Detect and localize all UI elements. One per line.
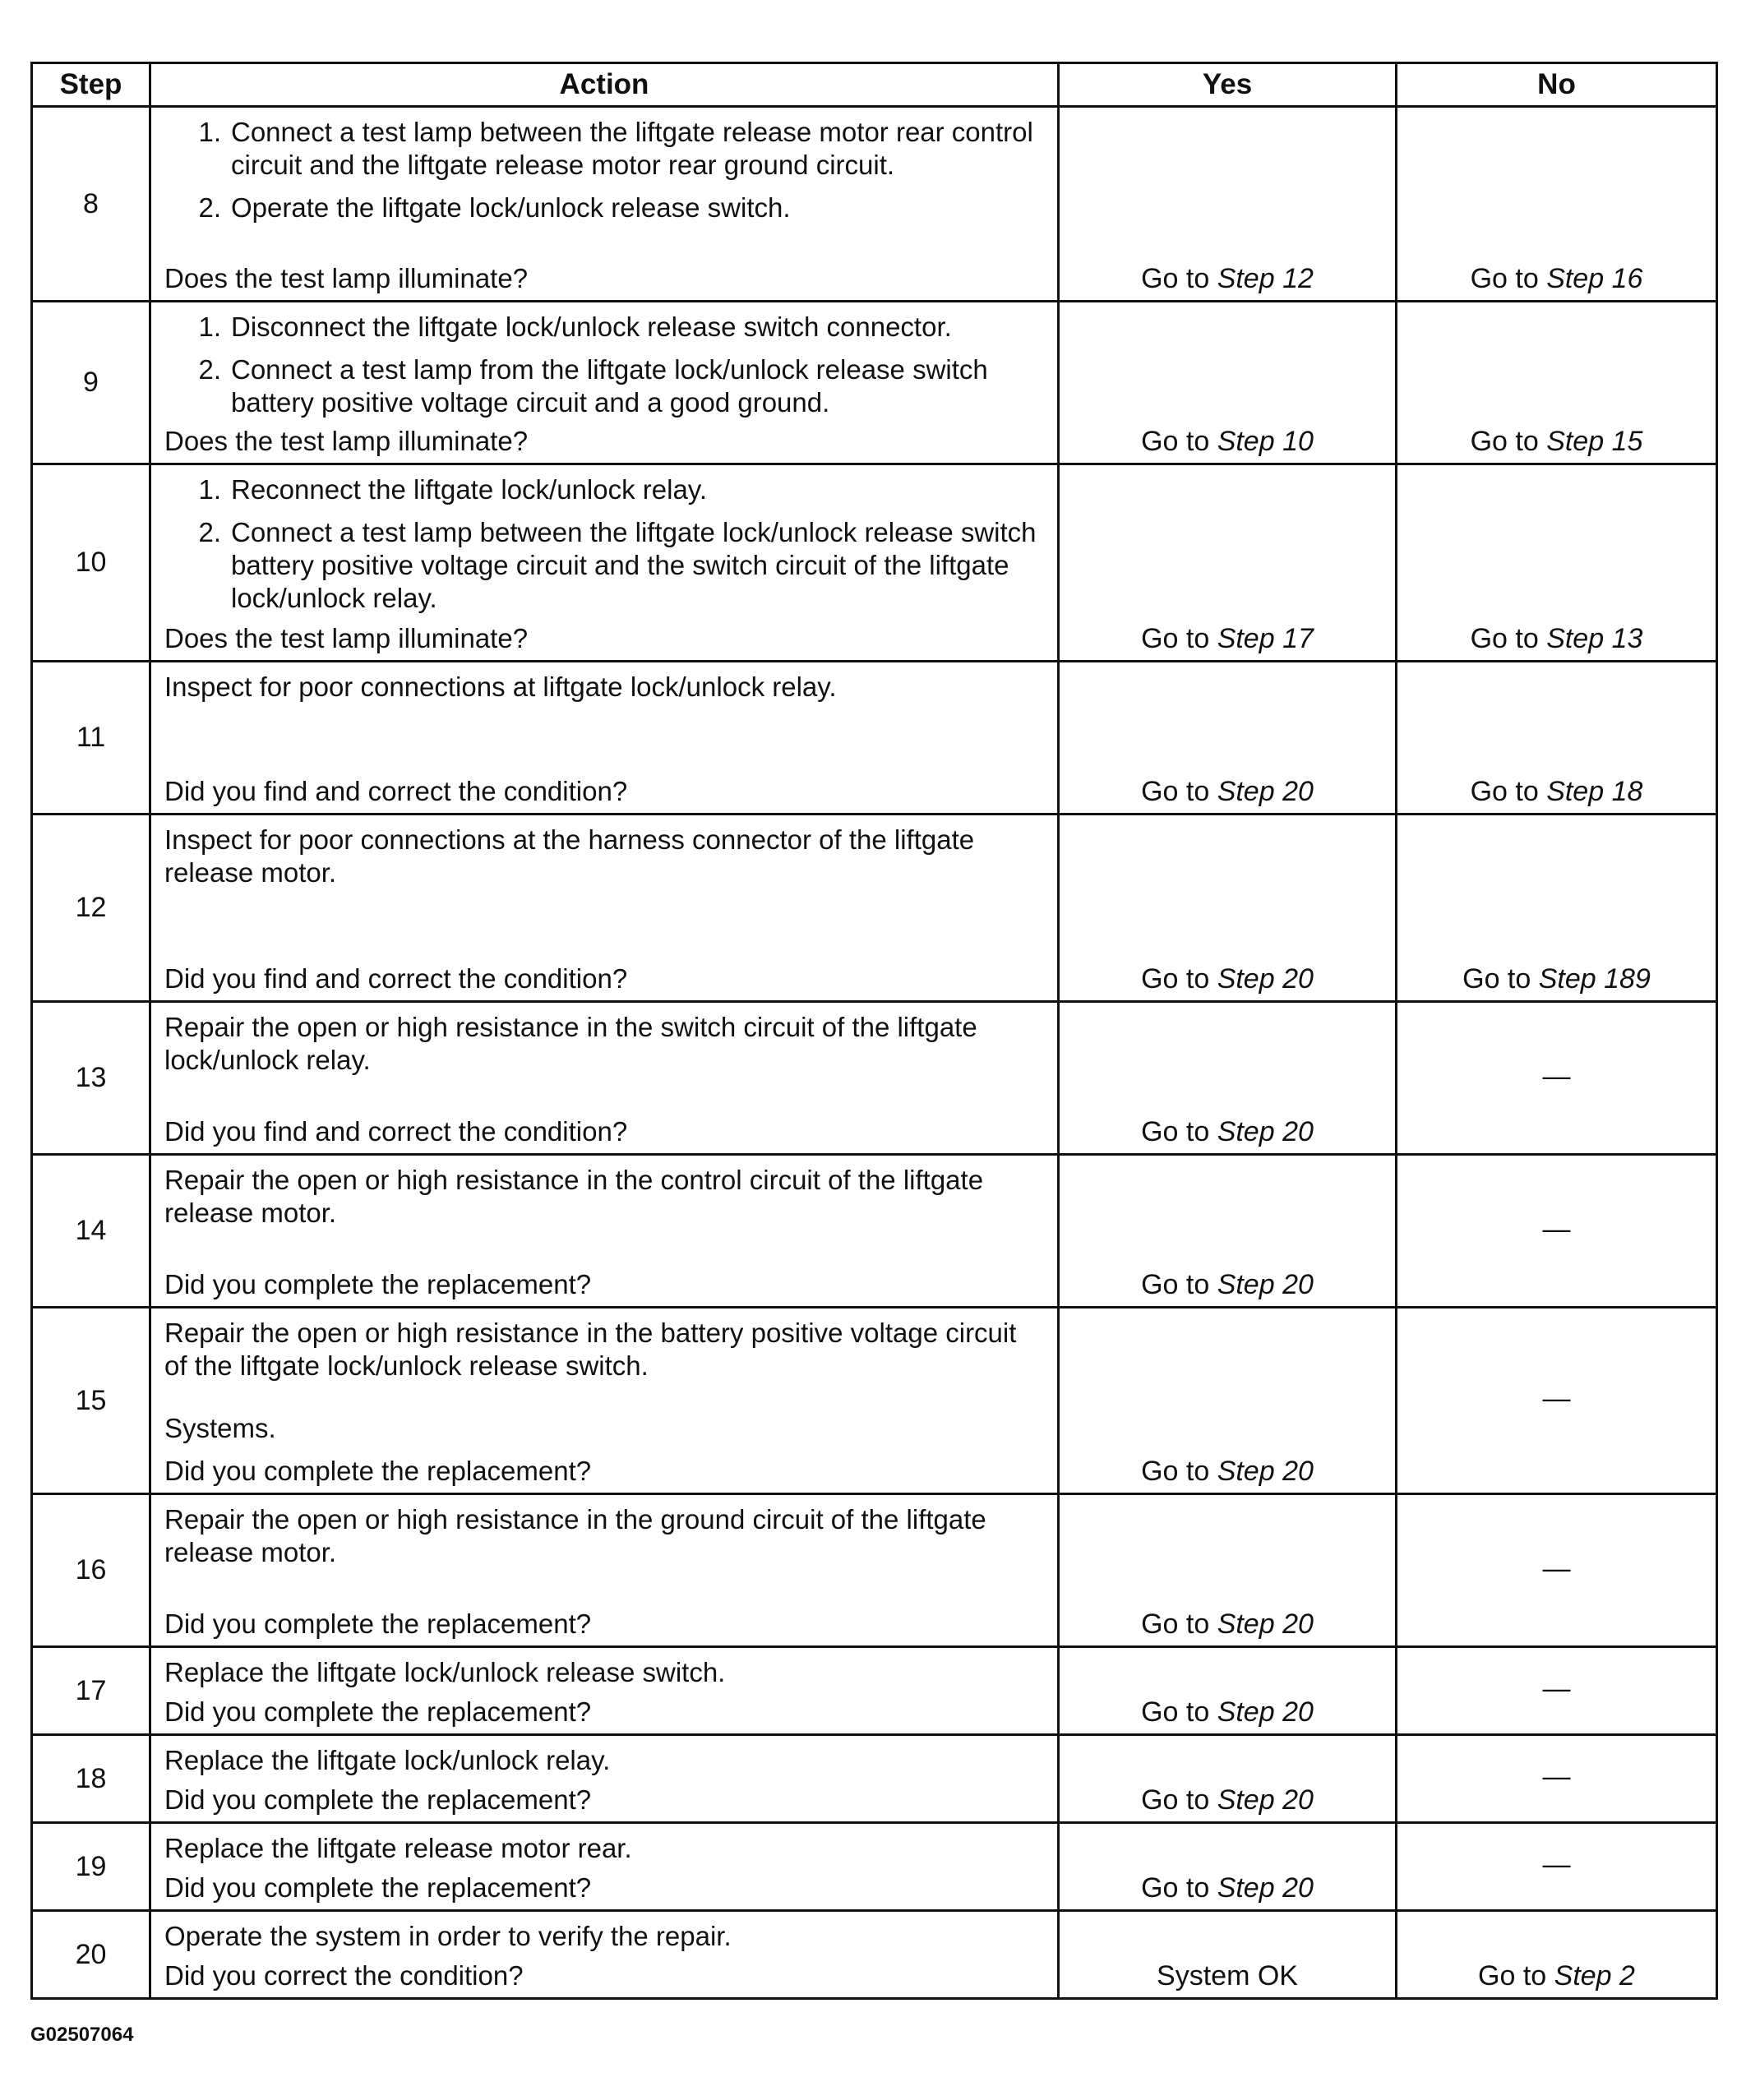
- action-text: Replace the liftgate lock/unlock relay.: [164, 1745, 611, 1775]
- action-cell: [150, 815, 1059, 1002]
- step-number: 12: [32, 815, 150, 1002]
- no-cell: [1397, 107, 1717, 302]
- step-reference: Step 20: [1217, 1608, 1314, 1640]
- yes-result: [1060, 776, 1395, 808]
- yes-result: [1060, 1960, 1395, 1992]
- yes-result: [1060, 1696, 1395, 1728]
- no-action-dash: —: [1542, 1848, 1571, 1881]
- yes-cell: [1059, 1823, 1397, 1911]
- header-step: Step: [32, 63, 150, 107]
- table-row: [32, 1911, 1717, 1999]
- step-reference: Step 20: [1217, 776, 1314, 807]
- step-reference: Step 20: [1217, 1269, 1314, 1300]
- item-number: 2.: [198, 192, 221, 223]
- item-text: Connect a test lamp from the liftgate lock/unlock release switch battery positive voltage circuit and a good ground.: [231, 354, 988, 418]
- action-text: Repair the open or high resistance in the switch circuit of the liftgate lock/unlock relay.: [164, 1012, 977, 1075]
- action-cell: [150, 107, 1059, 302]
- no-action-dash: —: [1542, 1213, 1571, 1245]
- no-action-dash: —: [1542, 1553, 1571, 1585]
- step-number: 19: [32, 1823, 150, 1911]
- header-no: No: [1397, 63, 1717, 107]
- action-question: Did you complete the replacement?: [164, 1696, 592, 1727]
- action-text: Operate the system in order to verify the repair.: [164, 1921, 732, 1951]
- item-text: Connect a test lamp between the liftgate release motor rear control circuit and the liftgate release motor rear ground circuit.: [231, 117, 1033, 180]
- step-number: 9: [32, 302, 150, 464]
- no-action-dash: —: [1542, 1060, 1571, 1092]
- action-list-item: [164, 116, 1046, 182]
- no-action-dash: —: [1542, 1673, 1571, 1705]
- header-action: Action: [150, 63, 1059, 107]
- action-cell: [150, 1494, 1059, 1647]
- no-result: [1397, 426, 1716, 458]
- step-reference: Step 17: [1217, 623, 1314, 654]
- step-reference: Step 12: [1217, 263, 1314, 294]
- action-cell: [150, 1155, 1059, 1308]
- no-cell: [1397, 1002, 1717, 1155]
- action-list-item: [164, 311, 1046, 344]
- table-row: [32, 302, 1717, 464]
- item-number: 1.: [198, 474, 221, 505]
- step-reference: Step 2: [1554, 1960, 1635, 1992]
- action-question: Did you complete the replacement?: [164, 1784, 592, 1815]
- yes-result: [1060, 1608, 1395, 1641]
- action-question: Did you correct the condition?: [164, 1960, 524, 1991]
- goto-prefix: Go to: [1478, 1960, 1554, 1992]
- action-cell: [150, 302, 1059, 464]
- no-action-dash: —: [1542, 1761, 1571, 1793]
- goto-prefix: Go to: [1141, 1608, 1217, 1640]
- goto-prefix: Go to: [1470, 623, 1547, 654]
- action-cell: [150, 662, 1059, 815]
- table-row: [32, 1735, 1717, 1823]
- no-cell: [1397, 815, 1717, 1002]
- yes-cell: [1059, 1308, 1397, 1494]
- yes-result: [1060, 1784, 1395, 1816]
- yes-cell: [1059, 1647, 1397, 1735]
- goto-prefix: Go to: [1470, 776, 1547, 807]
- goto-prefix: Go to: [1141, 1696, 1217, 1728]
- table-header-row: [32, 63, 1717, 107]
- action-text: Repair the open or high resistance in the battery positive voltage circuit of the liftgate lock/unlock release switch.: [164, 1318, 1017, 1381]
- table-row: [32, 1002, 1717, 1155]
- no-cell: [1397, 1647, 1717, 1735]
- action-question: Did you find and correct the condition?: [164, 963, 628, 994]
- yes-result: [1060, 623, 1395, 655]
- no-cell: [1397, 1494, 1717, 1647]
- diagnostic-table: [30, 62, 1718, 2000]
- action-list-item: [164, 192, 1046, 224]
- yes-cell: [1059, 815, 1397, 1002]
- table-row: [32, 1308, 1717, 1494]
- goto-prefix: Go to: [1141, 426, 1217, 457]
- table-row: [32, 662, 1717, 815]
- no-cell: [1397, 1823, 1717, 1911]
- item-number: 1.: [198, 117, 221, 147]
- no-cell: [1397, 302, 1717, 464]
- step-reference: Step 16: [1546, 263, 1643, 294]
- action-cell: [150, 1647, 1059, 1735]
- yes-result: [1060, 263, 1395, 295]
- action-list-item: [164, 516, 1046, 615]
- yes-cell: [1059, 1002, 1397, 1155]
- action-cell: [150, 1002, 1059, 1155]
- step-number: 8: [32, 107, 150, 302]
- yes-result: [1060, 963, 1395, 995]
- action-text: Repair the open or high resistance in the control circuit of the liftgate release motor.: [164, 1165, 984, 1228]
- header-yes: Yes: [1059, 63, 1397, 107]
- action-question: Does the test lamp illuminate?: [164, 263, 529, 293]
- yes-result: [1060, 1269, 1395, 1301]
- yes-result: [1060, 1116, 1395, 1148]
- step-reference: Step 20: [1217, 1784, 1314, 1816]
- action-question: Did you complete the replacement?: [164, 1608, 592, 1639]
- yes-result: [1060, 426, 1395, 458]
- yes-cell: [1059, 662, 1397, 815]
- yes-cell: [1059, 1155, 1397, 1308]
- step-number: 18: [32, 1735, 150, 1823]
- no-cell: [1397, 464, 1717, 662]
- table-row: [32, 464, 1717, 662]
- action-text: Replace the liftgate release motor rear.: [164, 1833, 632, 1863]
- action-text: Systems.: [164, 1413, 276, 1443]
- yes-cell: [1059, 1911, 1397, 1999]
- step-number: 13: [32, 1002, 150, 1155]
- table-row: [32, 1155, 1717, 1308]
- yes-result: [1060, 1872, 1395, 1904]
- step-number: 17: [32, 1647, 150, 1735]
- yes-cell: [1059, 464, 1397, 662]
- goto-prefix: Go to: [1141, 1116, 1217, 1147]
- table-row: [32, 1823, 1717, 1911]
- goto-prefix: Go to: [1141, 263, 1217, 294]
- table-row: [32, 1494, 1717, 1647]
- step-number: 11: [32, 662, 150, 815]
- no-result: [1397, 263, 1716, 295]
- action-question: Did you find and correct the condition?: [164, 776, 628, 806]
- action-cell: [150, 1308, 1059, 1494]
- item-text: Operate the liftgate lock/unlock release switch.: [231, 192, 791, 223]
- step-reference: Step 189: [1538, 963, 1651, 995]
- action-text: Inspect for poor connections at liftgate lock/unlock relay.: [164, 672, 837, 702]
- no-cell: [1397, 1155, 1717, 1308]
- goto-prefix: Go to: [1141, 623, 1217, 654]
- yes-cell: [1059, 107, 1397, 302]
- action-list-item: [164, 353, 1046, 419]
- action-question: Does the test lamp illuminate?: [164, 426, 529, 456]
- action-text: Repair the open or high resistance in the ground circuit of the liftgate release motor.: [164, 1504, 986, 1567]
- yes-cell: [1059, 302, 1397, 464]
- step-reference: Step 15: [1546, 426, 1643, 457]
- item-text: Disconnect the liftgate lock/unlock release switch connector.: [231, 312, 952, 342]
- goto-prefix: Go to: [1470, 263, 1547, 294]
- action-question: Did you complete the replacement?: [164, 1269, 592, 1299]
- action-text: Replace the liftgate lock/unlock release switch.: [164, 1657, 726, 1687]
- goto-prefix: Go to: [1470, 426, 1547, 457]
- item-number: 2.: [198, 517, 221, 547]
- table-body: [32, 107, 1717, 1999]
- action-text: Inspect for poor connections at the harness connector of the liftgate release motor.: [164, 824, 975, 888]
- no-cell: [1397, 1735, 1717, 1823]
- item-number: 2.: [198, 354, 221, 385]
- action-list-item: [164, 473, 1046, 506]
- step-number: 14: [32, 1155, 150, 1308]
- action-cell: [150, 1911, 1059, 1999]
- table-row: [32, 107, 1717, 302]
- action-question: Does the test lamp illuminate?: [164, 623, 529, 653]
- goto-prefix: Go to: [1141, 1872, 1217, 1904]
- goto-prefix: Go to: [1141, 963, 1217, 995]
- step-reference: Step 18: [1546, 776, 1643, 807]
- step-number: 10: [32, 464, 150, 662]
- table-row: [32, 815, 1717, 1002]
- step-reference: Step 20: [1217, 1696, 1314, 1728]
- no-result: [1397, 623, 1716, 655]
- no-result: [1397, 1960, 1716, 1992]
- action-question: Did you complete the replacement?: [164, 1456, 592, 1486]
- action-cell: [150, 1823, 1059, 1911]
- no-cell: [1397, 1308, 1717, 1494]
- step-reference: Step 20: [1217, 1872, 1314, 1904]
- no-action-dash: —: [1542, 1382, 1571, 1415]
- result-text: System OK: [1157, 1960, 1298, 1992]
- step-number: 20: [32, 1911, 150, 1999]
- goto-prefix: Go to: [1141, 1456, 1217, 1487]
- goto-prefix: Go to: [1462, 963, 1539, 995]
- yes-result: [1060, 1456, 1395, 1488]
- step-reference: Step 20: [1217, 1116, 1314, 1147]
- goto-prefix: Go to: [1141, 776, 1217, 807]
- step-number: 16: [32, 1494, 150, 1647]
- no-cell: [1397, 1911, 1717, 1999]
- no-result: [1397, 963, 1716, 995]
- item-text: Connect a test lamp between the liftgate lock/unlock release switch battery positive voltage circuit and the switch circuit of the liftgate lock/unlock relay.: [231, 517, 1037, 613]
- action-question: Did you find and correct the condition?: [164, 1116, 628, 1147]
- action-cell: [150, 464, 1059, 662]
- no-cell: [1397, 662, 1717, 815]
- step-reference: Step 10: [1217, 426, 1314, 457]
- goto-prefix: Go to: [1141, 1269, 1217, 1300]
- yes-cell: [1059, 1735, 1397, 1823]
- item-number: 1.: [198, 312, 221, 342]
- action-cell: [150, 1735, 1059, 1823]
- item-text: Reconnect the liftgate lock/unlock relay.: [231, 474, 708, 505]
- step-reference: Step 13: [1546, 623, 1643, 654]
- figure-code: G02507064: [30, 2024, 134, 2046]
- step-number: 15: [32, 1308, 150, 1494]
- step-reference: Step 20: [1217, 963, 1314, 995]
- action-question: Did you complete the replacement?: [164, 1872, 592, 1903]
- goto-prefix: Go to: [1141, 1784, 1217, 1816]
- table-row: [32, 1647, 1717, 1735]
- yes-cell: [1059, 1494, 1397, 1647]
- no-result: [1397, 776, 1716, 808]
- step-reference: Step 20: [1217, 1456, 1314, 1487]
